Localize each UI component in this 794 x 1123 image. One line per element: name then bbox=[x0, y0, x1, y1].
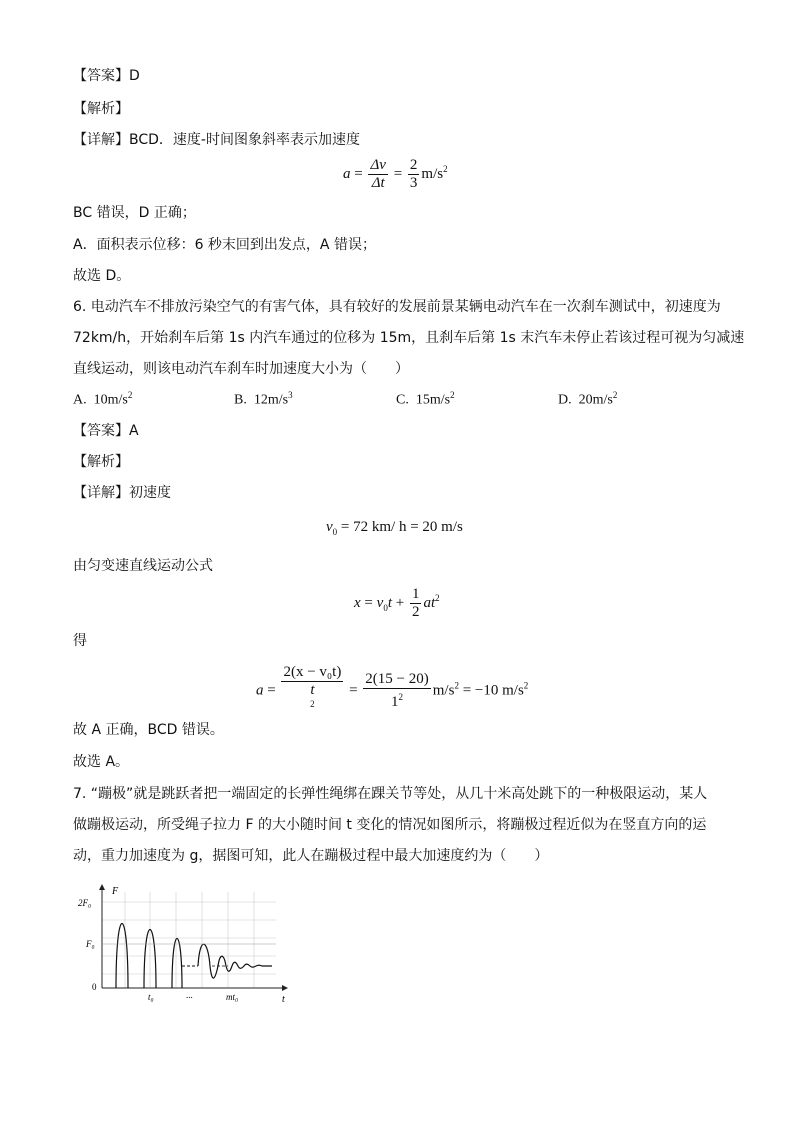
y-tick-2f0: 2F₀ bbox=[78, 898, 92, 908]
q6-stem-line1: 6. 电动汽车不排放污染空气的有害气体，具有较好的发展前景某辆电动汽车在一次刹车测试中，初速度为 bbox=[73, 299, 721, 315]
q7-stem-line2: 做蹦极运动，所受绳子拉力 F 的大小随时间 t 变化的情况如图所示，将蹦极过程近似为在竖直方向的运 bbox=[73, 817, 707, 833]
q5-line3: 故选 D。 bbox=[73, 268, 131, 284]
q6-stem-line2: 72km/h，开始刹车后第 1s 内汽车通过的位移为 15m，且刹车后第 1s 末汽车未停止若该过程可视为匀减速 bbox=[73, 330, 745, 346]
q7-stem-line1: 7. “蹦极”就是跳跃者把一端固定的长弹性绳绑在踝关节等处，从几十米高处跳下的一种极限运动，某人 bbox=[73, 786, 708, 802]
x-tick-t0: t₀ bbox=[148, 992, 154, 1002]
q6-option-a bbox=[73, 390, 132, 409]
formula-lhs: a bbox=[343, 165, 351, 182]
option-value: 20m/s bbox=[578, 392, 613, 408]
q6-answer: 【答案】A bbox=[73, 423, 139, 439]
q6-option-c bbox=[396, 390, 455, 409]
q6-detail: 【详解】初速度 bbox=[73, 485, 171, 501]
eq1-rest: = 72 km/ h = 20 m/s bbox=[340, 519, 463, 535]
q5-analysis: 【解析】 bbox=[73, 101, 129, 117]
option-value: 12m/s bbox=[253, 392, 289, 408]
q5-line2: A．面积表示位移：6 秒末回到出发点，A 错误； bbox=[73, 237, 376, 253]
q6-analysis: 【解析】 bbox=[73, 454, 129, 470]
force-time-graph bbox=[76, 882, 296, 1007]
frac-delta bbox=[368, 157, 387, 192]
frac-num: 2(15 − 20) bbox=[365, 671, 429, 687]
frac-numeric: $\frac{2(15 - 20)}{1^2}$ bbox=[365, 671, 429, 710]
option-exp: 2 bbox=[127, 390, 133, 400]
frac-value bbox=[408, 157, 420, 192]
option-value: 10m/s bbox=[93, 392, 128, 408]
frac-den: 1 bbox=[391, 694, 399, 710]
option-label: B. bbox=[234, 392, 247, 408]
frac-num: 1 bbox=[411, 586, 420, 602]
option-label: A. bbox=[73, 392, 87, 408]
x-tick-mt0: mt₀ bbox=[226, 992, 239, 1002]
y-tick-zero: 0 bbox=[92, 982, 97, 992]
q6-eq-initial-velocity: $v_0 = 72$ km/ h = 20 m/s bbox=[326, 519, 463, 537]
q5-line1: BC 错误，D 正确； bbox=[73, 205, 196, 221]
y-axis-label: F bbox=[112, 886, 119, 897]
eq3-tail: = −10 m/s bbox=[462, 682, 524, 699]
q6-choose: 故选 A。 bbox=[73, 754, 130, 770]
option-label: C. bbox=[396, 392, 409, 408]
q5-formula: a = $\frac{\Delta v}{\Delta t}$ = $\frac{2}{3}$ $m/s^2$ bbox=[343, 157, 448, 191]
frac-num: Δv bbox=[370, 157, 386, 173]
q6-option-b bbox=[234, 390, 293, 409]
frac-general: 2(x − v₀t) t $^2$ bbox=[283, 664, 342, 709]
formula-exp: 2 bbox=[443, 163, 448, 174]
q6-text-get: 得 bbox=[73, 633, 87, 649]
frac-den: Δt bbox=[371, 175, 385, 191]
frac-den: 2 bbox=[411, 604, 420, 620]
option-exp: 3 bbox=[288, 390, 293, 400]
q5-detail: 【详解】BCD．速度-时间图象斜率表示加速度 bbox=[73, 132, 360, 148]
option-exp: 2 bbox=[612, 390, 618, 400]
q6-correct: 故 A 正确，BCD 错误。 bbox=[73, 722, 224, 738]
formula-unit: m/s bbox=[421, 165, 444, 182]
frac-num: 2 bbox=[409, 157, 418, 173]
option-exp: 2 bbox=[450, 390, 455, 400]
q6-option-d bbox=[558, 390, 617, 409]
q5-answer: 【答案】D bbox=[73, 68, 140, 84]
option-value: 15m/s bbox=[415, 392, 451, 408]
q6-eq-displacement: $x = v_0t$ + $\frac{1}{2}$ $at^2$ bbox=[354, 586, 440, 620]
frac-half bbox=[410, 586, 422, 621]
x-axis-label: t bbox=[282, 994, 285, 1005]
y-tick-f0: F₀ bbox=[86, 939, 95, 949]
q6-stem-line3: 直线运动，则该电动汽车刹车时加速度大小为（ ） bbox=[73, 361, 409, 377]
q6-eq-acceleration: a = 2(x − v₀t) t $^2$ = $\frac{2(15 - 20)}{1^2}$ $m/s^2 = -10$ $m/s^2$ bbox=[256, 664, 528, 718]
frac-num: 2(x − v₀t) bbox=[283, 664, 342, 680]
option-label: D. bbox=[558, 392, 572, 408]
x-tick-ellipsis: ... bbox=[186, 990, 193, 1000]
q6-text-formula: 由匀变速直线运动公式 bbox=[73, 558, 213, 574]
frac-den: 3 bbox=[409, 175, 418, 191]
q7-stem-line3: 动，重力加速度为 g，据图可知，此人在蹦极过程中最大加速度约为（ ） bbox=[73, 848, 549, 864]
